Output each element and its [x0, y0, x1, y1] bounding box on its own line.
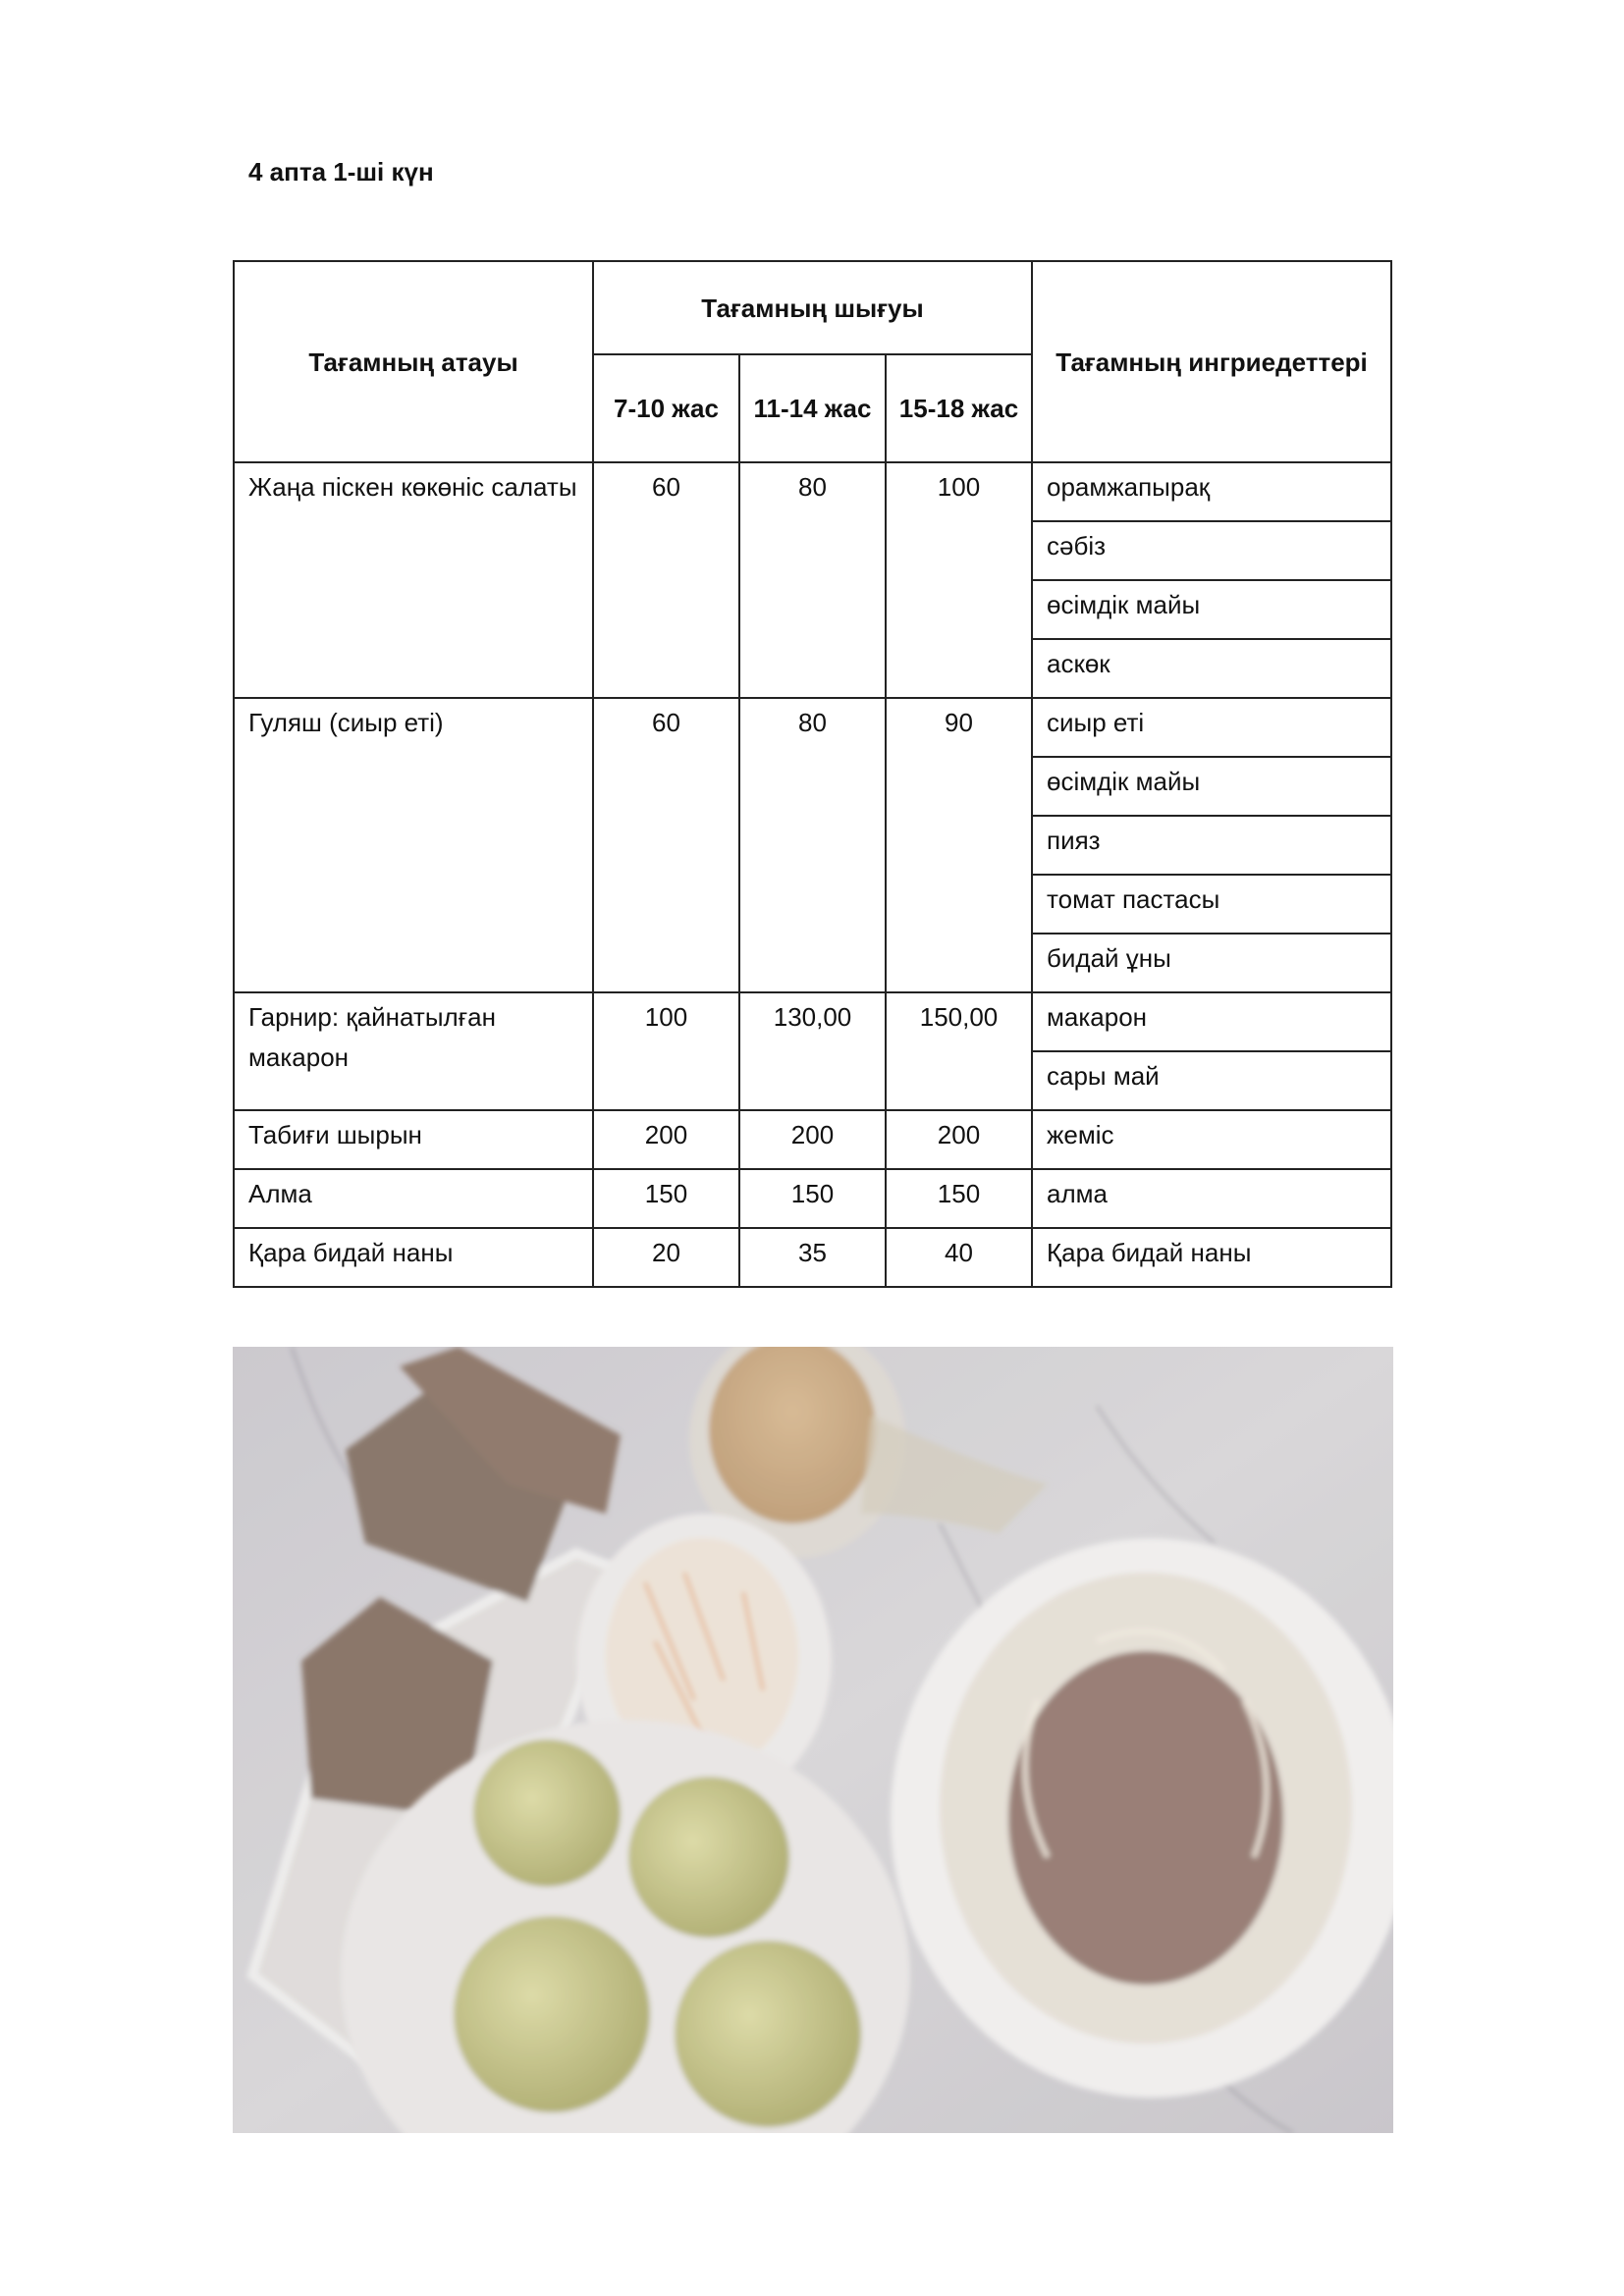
ingredient: өсімдік майы [1032, 580, 1391, 639]
dish-name: Алма [234, 1169, 593, 1228]
ingredient: пияз [1032, 816, 1391, 875]
yield-15-18: 150 [886, 1169, 1032, 1228]
dish-name: Гарнир: қайнатылған макарон [234, 992, 593, 1110]
table-row [234, 992, 1391, 1051]
table-row [234, 1228, 1391, 1287]
ingredient: сәбіз [1032, 521, 1391, 580]
ingredient: аскөк [1032, 639, 1391, 698]
header-ingredients: Тағамның ингриедеттері [1032, 261, 1391, 462]
yield-11-14: 130,00 [739, 992, 886, 1110]
yield-15-18: 200 [886, 1110, 1032, 1169]
yield-7-10: 200 [593, 1110, 739, 1169]
yield-15-18: 90 [886, 698, 1032, 992]
ingredient: томат пастасы [1032, 875, 1391, 934]
ingredient: сары май [1032, 1051, 1391, 1110]
ingredient: сиыр еті [1032, 698, 1391, 757]
yield-7-10: 60 [593, 698, 739, 992]
yield-15-18: 100 [886, 462, 1032, 698]
ingredient: бидай ұны [1032, 934, 1391, 992]
page-title: 4 апта 1-ші күн [248, 157, 434, 187]
yield-15-18: 150,00 [886, 992, 1032, 1110]
ingredient: Қара бидай наны [1032, 1228, 1391, 1287]
header-yield: Тағамның шығуы [593, 261, 1032, 354]
ingredient: алма [1032, 1169, 1391, 1228]
header-age-7-10: 7-10 жас [593, 354, 739, 462]
dish-name: Жаңа піскен көкөніс салаты [234, 462, 593, 698]
table-row [234, 1169, 1391, 1228]
ingredient: өсімдік майы [1032, 757, 1391, 816]
ingredient: макарон [1032, 992, 1391, 1051]
menu-table [233, 260, 1392, 1288]
yield-11-14: 80 [739, 698, 886, 992]
table-row [234, 462, 1391, 521]
header-dish-name: Тағамның атауы [234, 261, 593, 462]
dish-name: Гуляш (сиыр еті) [234, 698, 593, 992]
yield-11-14: 35 [739, 1228, 886, 1287]
table-row [234, 1110, 1391, 1169]
yield-11-14: 200 [739, 1110, 886, 1169]
table-row [234, 698, 1391, 757]
ingredient: жеміс [1032, 1110, 1391, 1169]
header-age-15-18: 15-18 жас [886, 354, 1032, 462]
yield-7-10: 100 [593, 992, 739, 1110]
dish-name: Табиғи шырын [234, 1110, 593, 1169]
meal-photo [233, 1347, 1393, 2133]
yield-7-10: 60 [593, 462, 739, 698]
yield-7-10: 20 [593, 1228, 739, 1287]
header-age-11-14: 11-14 жас [739, 354, 886, 462]
yield-11-14: 80 [739, 462, 886, 698]
yield-15-18: 40 [886, 1228, 1032, 1287]
yield-7-10: 150 [593, 1169, 739, 1228]
dish-name: Қара бидай наны [234, 1228, 593, 1287]
ingredient: орамжапырақ [1032, 462, 1391, 521]
yield-11-14: 150 [739, 1169, 886, 1228]
